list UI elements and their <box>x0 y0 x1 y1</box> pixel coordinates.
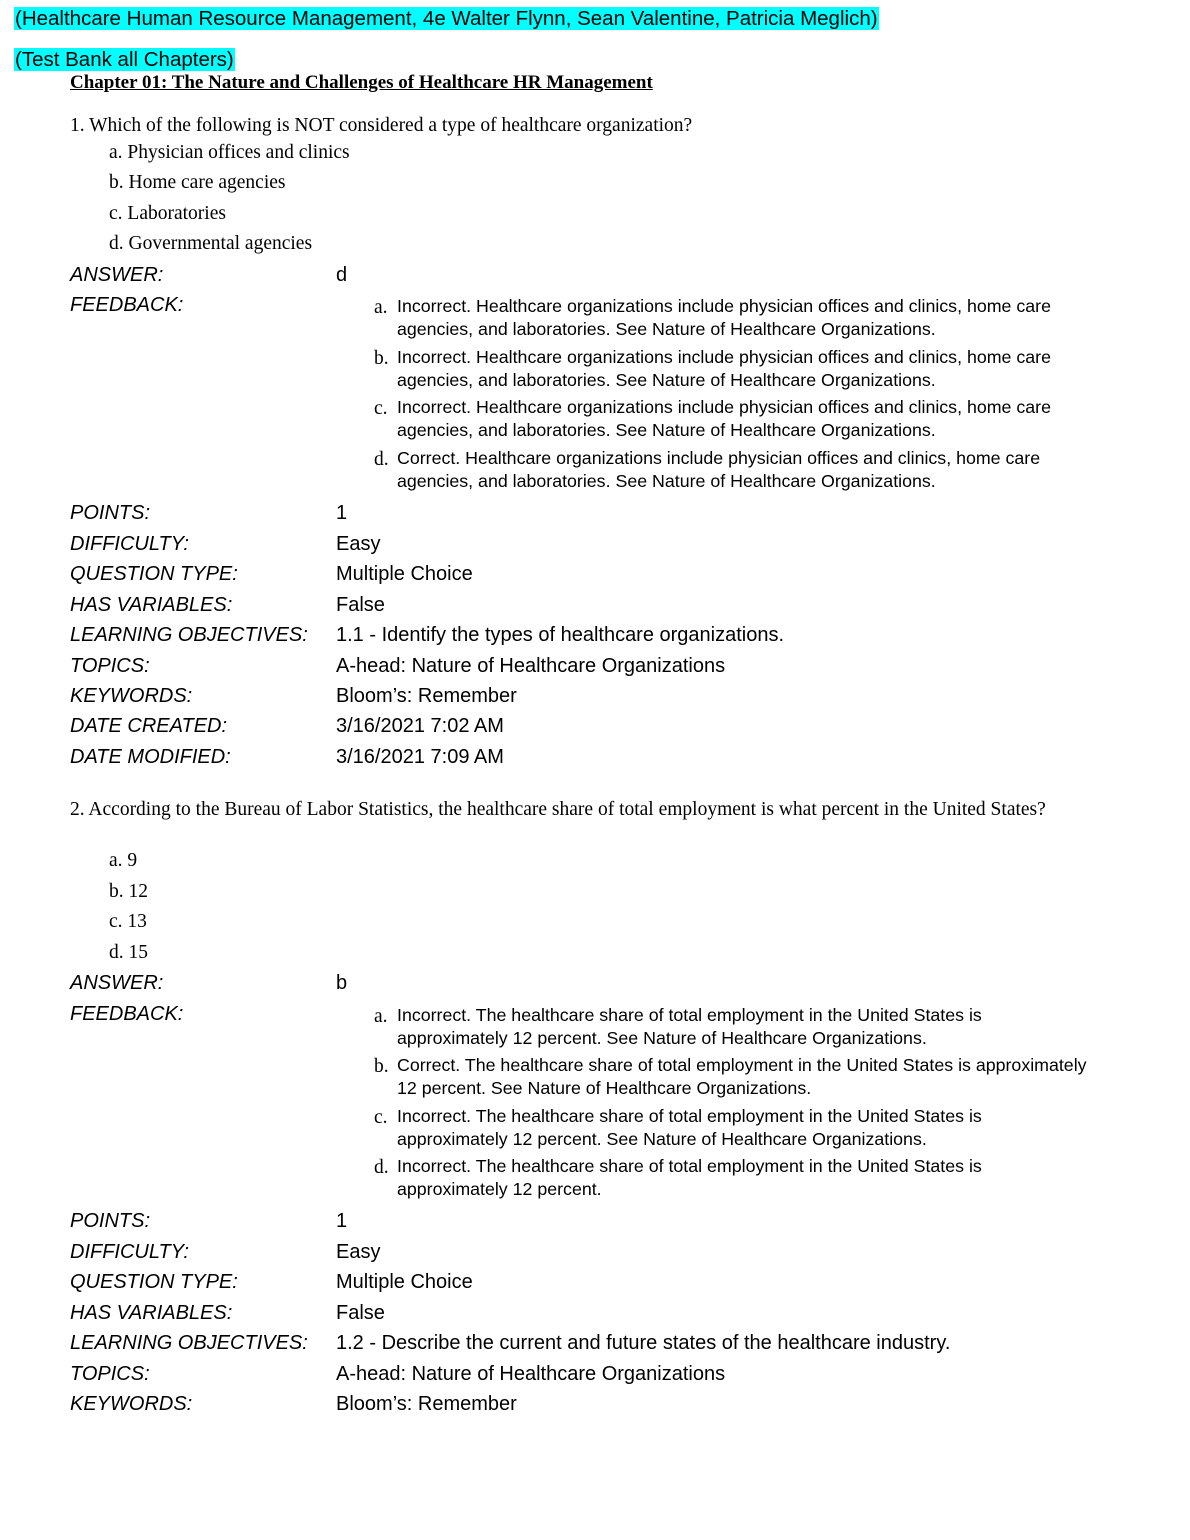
has-variables-value: False <box>336 594 385 616</box>
answer-label: ANSWER: <box>70 972 164 994</box>
points-label: POINTS: <box>70 502 151 524</box>
difficulty-value: Easy <box>336 533 381 555</box>
keywords-value: Bloom’s: Remember <box>336 1393 517 1415</box>
topics-label: TOPICS: <box>70 1363 150 1385</box>
option-b: b. 12 <box>109 881 148 902</box>
option-c: c. Laboratories <box>109 203 226 224</box>
question-text: 2. According to the Bureau of Labor Statistics, the healthcare share of total employment is what percent in the United States? <box>70 799 1046 820</box>
points-value: 1 <box>336 1210 348 1232</box>
feedback-text: Incorrect. Healthcare organizations include physician offices and clinics, home care agencies, and laboratories. See Nature of Healthcare Organizations. <box>397 296 1051 339</box>
date-modified-value: 3/16/2021 7:09 AM <box>336 746 504 768</box>
date-created-value: 3/16/2021 7:02 AM <box>336 715 504 737</box>
feedback-item <box>374 447 1094 492</box>
question-type-label: QUESTION TYPE: <box>70 1271 238 1293</box>
feedback-letter: c. <box>374 1107 388 1128</box>
feedback-text: Incorrect. Healthcare organizations include physician offices and clinics, home care agencies, and laboratories. See Nature of Healthcare Organizations. <box>397 397 1051 440</box>
answer-value: b <box>336 972 348 994</box>
answer-value: d <box>336 264 348 286</box>
feedback-item <box>374 1004 1094 1049</box>
feedback-item <box>374 1105 1094 1150</box>
feedback-letter: b. <box>374 348 389 369</box>
feedback-label: FEEDBACK: <box>70 1003 184 1025</box>
feedback-text: Incorrect. The healthcare share of total employment in the United States is approximately 12 percent. <box>397 1156 982 1199</box>
feedback-letter: d. <box>374 1157 389 1178</box>
feedback-text: Incorrect. The healthcare share of total employment in the United States is approximately 12 percent. See Nature of Healthcare Organizations. <box>397 1106 982 1149</box>
question-type-value: Multiple Choice <box>336 1271 473 1293</box>
feedback-label: FEEDBACK: <box>70 294 184 316</box>
has-variables-value: False <box>336 1302 385 1324</box>
feedback-letter: c. <box>374 398 388 419</box>
difficulty-value: Easy <box>336 1241 381 1263</box>
learning-objectives-label: LEARNING OBJECTIVES: <box>70 624 308 646</box>
topics-value: A-head: Nature of Healthcare Organizations <box>336 1363 726 1385</box>
question-type-label: QUESTION TYPE: <box>70 563 238 585</box>
topics-value: A-head: Nature of Healthcare Organizations <box>336 655 726 677</box>
feedback-item <box>374 396 1094 441</box>
feedback-item <box>374 1054 1094 1099</box>
learning-objectives-label: LEARNING OBJECTIVES: <box>70 1332 308 1354</box>
learning-objectives-value: 1.2 - Describe the current and future states of the healthcare industry. <box>336 1332 951 1354</box>
points-label: POINTS: <box>70 1210 151 1232</box>
feedback-letter: b. <box>374 1056 389 1077</box>
option-d: d. Governmental agencies <box>109 233 313 254</box>
option-a: a. Physician offices and clinics <box>109 142 350 163</box>
option-d: d. 15 <box>109 942 148 963</box>
date-modified-label: DATE MODIFIED: <box>70 746 231 768</box>
option-a: a. 9 <box>109 850 138 871</box>
question-text: 1. Which of the following is NOT considered a type of healthcare organization? <box>70 115 693 136</box>
date-created-label: DATE CREATED: <box>70 715 228 737</box>
feedback-item <box>374 295 1094 340</box>
feedback-text: Correct. Healthcare organizations include physician offices and clinics, home care agencies, and laboratories. See Nature of Healthcare Organizations. <box>397 448 1041 491</box>
feedback-letter: a. <box>374 1006 388 1027</box>
feedback-text: Correct. The healthcare share of total employment in the United States is approximately 12 percent. See Nature of Healthcare Organizations. <box>397 1055 1087 1098</box>
has-variables-label: HAS VARIABLES: <box>70 594 233 616</box>
keywords-label: KEYWORDS: <box>70 1393 193 1415</box>
topics-label: TOPICS: <box>70 655 150 677</box>
option-b: b. Home care agencies <box>109 172 286 193</box>
keywords-label: KEYWORDS: <box>70 685 193 707</box>
question-type-value: Multiple Choice <box>336 563 473 585</box>
difficulty-label: DIFFICULTY: <box>70 533 189 555</box>
feedback-letter: a. <box>374 297 388 318</box>
learning-objectives-value: 1.1 - Identify the types of healthcare organizations. <box>336 624 785 646</box>
feedback-text: Incorrect. The healthcare share of total employment in the United States is approximately 12 percent. See Nature of Healthcare Organizations. <box>397 1005 982 1048</box>
feedback-text: Incorrect. Healthcare organizations include physician offices and clinics, home care agencies, and laboratories. See Nature of Healthcare Organizations. <box>397 347 1051 390</box>
chapter-heading: Chapter 01: The Nature and Challenges of Healthcare HR Management <box>70 72 653 93</box>
feedback-item <box>374 346 1094 391</box>
points-value: 1 <box>336 502 348 524</box>
option-c: c. 13 <box>109 911 147 932</box>
answer-label: ANSWER: <box>70 264 164 286</box>
feedback-item <box>374 1155 1094 1200</box>
document-subtitle: (Test Bank all Chapters) <box>15 48 234 71</box>
feedback-letter: d. <box>374 449 389 470</box>
has-variables-label: HAS VARIABLES: <box>70 1302 233 1324</box>
difficulty-label: DIFFICULTY: <box>70 1241 189 1263</box>
document-title: (Healthcare Human Resource Management, 4e Walter Flynn, Sean Valentine, Patricia Meglich) <box>15 7 878 30</box>
keywords-value: Bloom’s: Remember <box>336 685 517 707</box>
